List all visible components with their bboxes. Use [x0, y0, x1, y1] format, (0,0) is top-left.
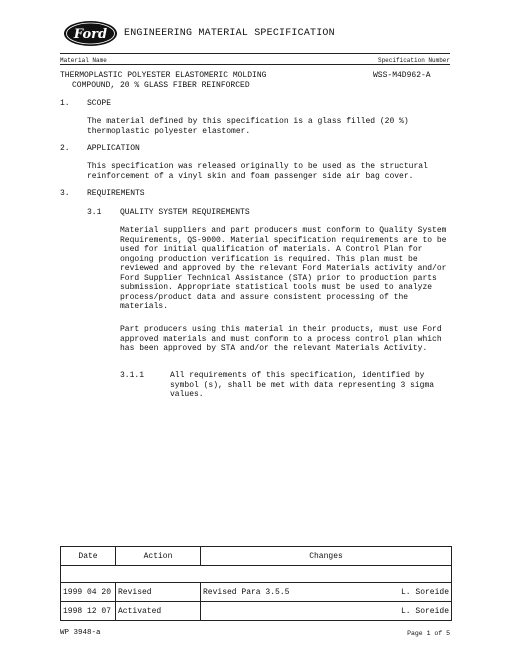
form-number: WP 3948-a: [60, 629, 101, 637]
label-rule: [60, 64, 450, 65]
header-date: Date: [61, 547, 116, 566]
spec-number: WSS-M4D962-A: [373, 71, 431, 80]
row-by: L. Soreide: [392, 602, 452, 621]
section-2-body: This specification was released originally to be used as the structural reinforcement of a vinyl skin and foam passenger side air bag cover.: [87, 162, 428, 181]
section-3-number: 3.: [60, 189, 70, 198]
changes-table: [60, 546, 452, 621]
section-3-1-1-body: All requirements of this specification, identified by symbol (s), shall be met with data representing 3 sigma values.: [170, 371, 435, 399]
row-action: Activated: [116, 602, 201, 621]
section-3-title: REQUIREMENTS: [87, 189, 145, 198]
spec-number-label: Specification Number: [377, 57, 450, 64]
section-3-1-body-1: Material suppliers and part producers must conform to Quality System Requirements, QS-9000. Material specification requirements are to be used for initial qualification of materials. A Control Plan for ongoing production verification is required. This plan must be reviewed and approved by the relevant Ford Materials activity and/or Ford Supplier Technical Assistance (STA) prior to production parts submission. Appropriate statistical tools must be used to analyze process/product data and assure consistent processing of the materials.: [120, 226, 447, 311]
section-3-1-1-number: 3.1.1: [120, 371, 145, 380]
section-3-1-body-2: Part producers using this material in their products, must use Ford approved materials and must conform to a process control plan which has been approved by STA and/or the relevant Materials Activity.: [120, 325, 442, 353]
table-row: [61, 602, 452, 621]
material-name-line2: COMPOUND, 20 % GLASS FIBER REINFORCED: [72, 81, 250, 90]
section-1-title: SCOPE: [87, 99, 112, 108]
section-1-body: The material defined by this specification is a glass filled (20 %) thermoplastic polyester elastomer.: [87, 117, 409, 136]
row-change: Revised Para 3.5.5: [201, 583, 392, 602]
row-action: Revised: [116, 583, 201, 602]
header-action: Action: [116, 547, 201, 566]
section-2-title: APPLICATION: [87, 144, 140, 153]
header-changes: Changes: [201, 547, 452, 566]
ford-logo: [63, 20, 118, 47]
material-name-line1: THERMOPLASTIC POLYESTER ELASTOMERIC MOLDING: [60, 71, 267, 80]
material-name-label: Material Name: [60, 57, 107, 64]
row-date: 1999 04 20: [61, 583, 116, 602]
row-by: L. Soreide: [392, 583, 452, 602]
header-rule: [60, 53, 450, 54]
changes-header-row: [61, 547, 452, 566]
ford-logo-text: Ford: [73, 27, 108, 42]
row-date: 1998 12 07: [61, 602, 116, 621]
section-3-1-number: 3.1: [87, 208, 102, 217]
page-number: Page 1 of 5: [407, 630, 450, 637]
section-3-1-title: QUALITY SYSTEM REQUIREMENTS: [120, 208, 250, 217]
section-1-number: 1.: [60, 99, 70, 108]
table-row: [61, 583, 452, 602]
section-2-number: 2.: [60, 144, 70, 153]
document-title: ENGINEERING MATERIAL SPECIFICATION: [124, 28, 335, 39]
row-change: [201, 602, 392, 621]
changes-spacer-row: [61, 566, 452, 583]
